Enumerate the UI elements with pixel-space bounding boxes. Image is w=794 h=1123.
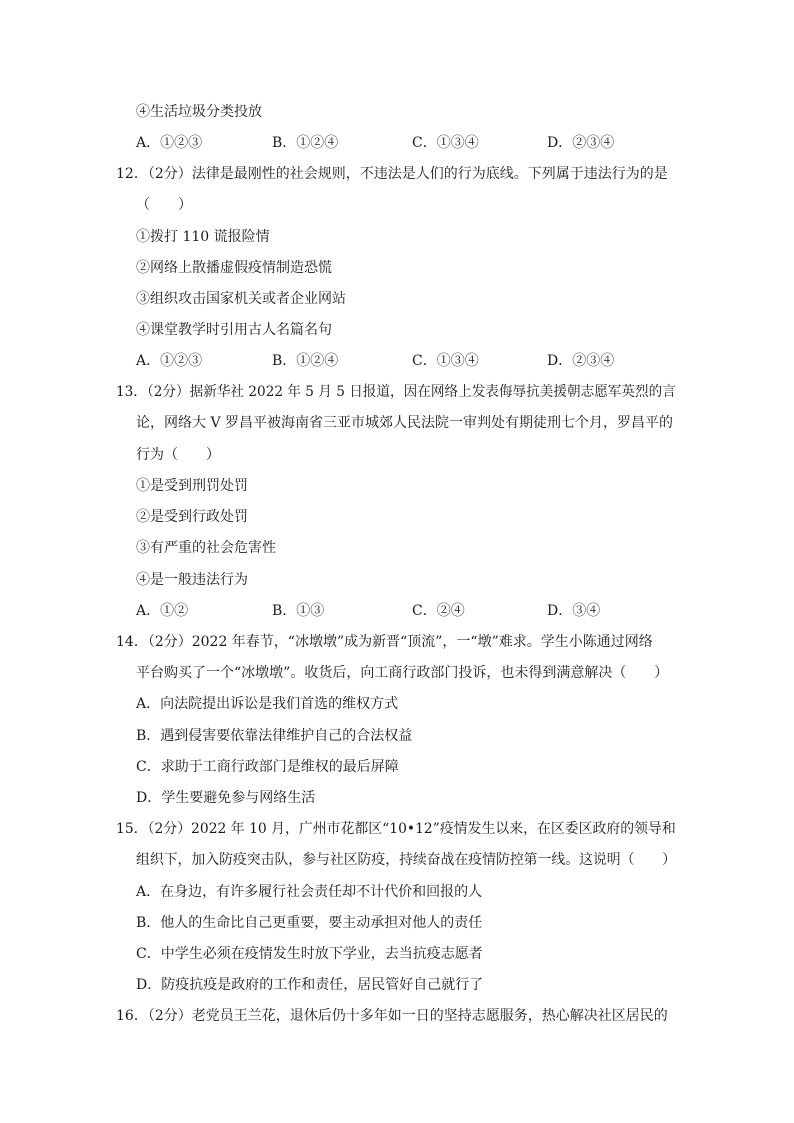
q12-stem-line-1: 12．（2分）法律是最刚性的社会规则，不违法是人们的行为底线。下列属于违法行为的是 [116, 166, 668, 182]
q13-option-b[interactable]: B．①③ [272, 603, 325, 619]
q11-option-b[interactable]: B．①②④ [272, 135, 339, 151]
q12-item-4: ④课堂教学时引用古人名篇名句 [136, 322, 332, 338]
q14-option-b[interactable]: B．遇到侵害要依靠法律维护自己的合法权益 [136, 728, 413, 744]
q12-option-b[interactable]: B．①②④ [272, 353, 339, 369]
q14-option-a[interactable]: A．向法院提出诉讼是我们首选的维权方式 [136, 696, 399, 712]
q13-option-a[interactable]: A．①② [136, 603, 189, 619]
q11-item-4: ④生活垃圾分类投放 [136, 104, 262, 120]
q11-option-d[interactable]: D．②③④ [547, 135, 615, 151]
q13-item-1: ①是受到刑罚处罚 [136, 478, 248, 494]
q12-option-d[interactable]: D．②③④ [547, 353, 615, 369]
q12-item-3: ③组织攻击国家机关或者企业网站 [136, 291, 346, 307]
q12-item-2: ②网络上散播虚假疫情制造恐慌 [136, 260, 332, 276]
q12-option-a[interactable]: A．①②③ [136, 353, 203, 369]
q11-option-c[interactable]: C．①③④ [412, 135, 479, 151]
q13-stem-line-3: 行为（ ） [136, 447, 220, 463]
q14-stem-line-2: 平台购买了一个“冰墩墩”。收货后，向工商行政部门投诉，也未得到满意解决（ ） [136, 665, 669, 681]
q11-option-a[interactable]: A．①②③ [136, 135, 203, 151]
q15-stem-line-2: 组织下，加入防疫突击队，参与社区防疫，持续奋战在疫情防控第一线。这说明（ ） [136, 852, 676, 868]
q13-item-2: ②是受到行政处罚 [136, 509, 248, 525]
q14-option-c[interactable]: C．求助于工商行政部门是维权的最后屏障 [136, 759, 399, 775]
q14-option-d[interactable]: D．学生要避免参与网络生活 [136, 790, 316, 806]
q14-stem-line-1: 14．（2分）2022 年春节，“冰墩墩”成为新晋“顶流”，一“墩”难求。学生小陈通过网络 [116, 634, 653, 650]
q15-option-b[interactable]: B．他人的生命比自己更重要，要主动承担对他人的责任 [136, 915, 483, 931]
q15-stem-line-1: 15．（2分）2022 年 10 月，广州市花都区“10•12”疫情发生以来，在区委区政府的领导和 [116, 821, 676, 837]
q13-item-3: ③有严重的社会危害性 [136, 540, 276, 556]
q13-option-d[interactable]: D．③④ [547, 603, 601, 619]
q13-item-4: ④是一般违法行为 [136, 572, 248, 588]
q13-stem-line-2: 论，网络大 V 罗昌平被海南省三亚市城郊人民法院一审判处有期徒刑七个月，罗昌平的 [136, 415, 674, 431]
q12-stem-line-2: （ ） [136, 197, 192, 213]
q13-option-c[interactable]: C．②④ [412, 603, 465, 619]
q15-option-d[interactable]: D．防疫抗疫是政府的工作和责任，居民管好自己就行了 [136, 977, 484, 993]
q12-option-c[interactable]: C．①③④ [412, 353, 479, 369]
q12-item-1: ①拨打 110 谎报险情 [136, 229, 270, 245]
q13-stem-line-1: 13．（2分）据新华社 2022 年 5 月 5 日报道，因在网络上发表侮辱抗美援朝志愿军英烈的言 [116, 384, 676, 400]
q15-option-a[interactable]: A．在身边，有许多履行社会责任却不计代价和回报的人 [136, 884, 483, 900]
q15-option-c[interactable]: C．中学生必须在疫情发生时放下学业，去当抗疫志愿者 [136, 946, 483, 962]
q16-stem-line-1: 16．（2分）老党员王兰花，退休后仍十多年如一日的坚持志愿服务，热心解决社区居民的 [116, 1008, 668, 1024]
